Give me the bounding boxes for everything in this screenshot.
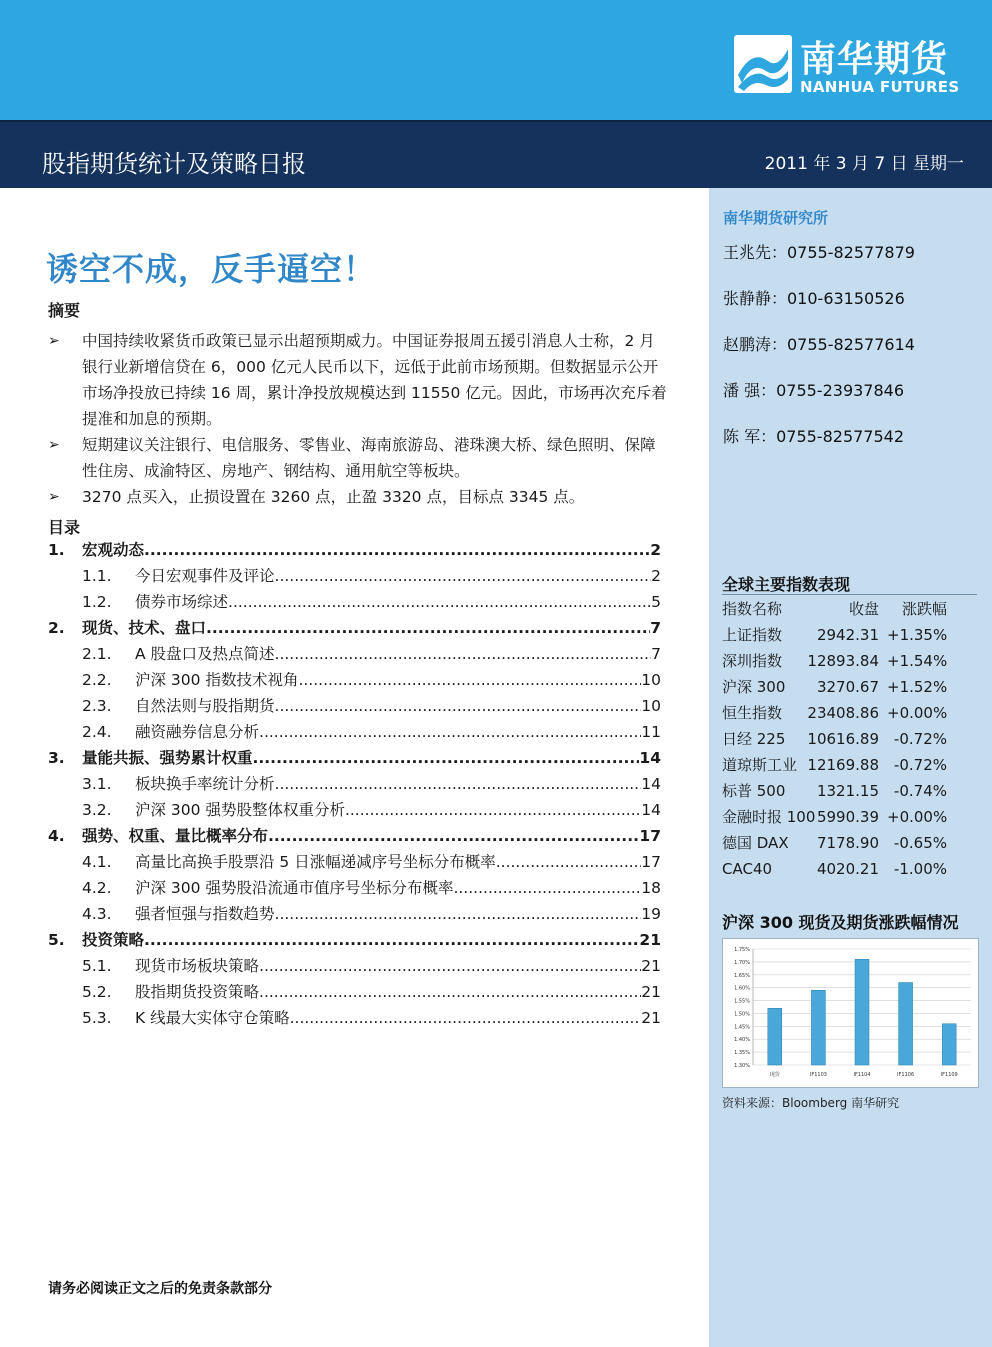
indices-row: [722, 677, 977, 703]
top-banner: [0, 0, 992, 120]
chart-ytick-label: 1.35%: [734, 1050, 750, 1057]
toc-number: 2.1.: [82, 645, 112, 663]
chart-category-label: IF1109: [940, 1072, 958, 1078]
toc-page: 5: [651, 593, 661, 611]
toc-page: 21: [641, 983, 661, 1001]
toc-entry[interactable]: [48, 642, 661, 668]
toc-leader: [275, 902, 642, 926]
index-name: 标普 500: [722, 782, 786, 800]
toc-title: 投资策略: [82, 931, 145, 949]
toc-title: 融资融券信息分析: [135, 723, 260, 741]
toc-page: 7: [650, 619, 661, 637]
toc-leader: [206, 616, 650, 640]
chart-ytick-label: 1.65%: [734, 972, 750, 979]
toc-title: 宏观动态: [82, 541, 145, 559]
table-of-contents: [48, 538, 661, 1032]
contact-item: 陈 军：0755-82577542: [723, 427, 905, 446]
nanhua-logo: [734, 35, 974, 105]
toc-line: [135, 850, 661, 874]
toc-entry[interactable]: [48, 772, 661, 798]
toc-number: 5.1.: [82, 957, 112, 975]
abstract-bullet-text: 3270 点买入，止损设置在 3260 点，止盈 3320 点，目标点 3345 点。: [82, 488, 585, 506]
arrow-bullet-icon: ➢: [48, 489, 60, 505]
index-close: 4020.21: [816, 860, 879, 878]
toc-page: 11: [641, 723, 661, 741]
toc-title: K 线最大实体守仓策略: [135, 1009, 290, 1027]
bar-chart: [722, 938, 979, 1088]
indices-header-close: 收盘: [848, 600, 879, 618]
toc-entry[interactable]: [48, 980, 661, 1006]
chart-title: 沪深 300 现货及期货涨跌幅情况: [722, 913, 959, 932]
toc-line: [135, 590, 661, 614]
chart-ytick-label: 1.30%: [734, 1063, 750, 1069]
toc-line: [82, 538, 661, 562]
index-name: 深圳指数: [722, 652, 783, 670]
index-change: +0.00%: [887, 704, 948, 722]
toc-title: 板块换手率统计分析: [135, 775, 275, 793]
toc-line: [135, 642, 661, 666]
index-change: -0.74%: [893, 782, 947, 800]
toc-number: 3.1.: [82, 775, 112, 793]
contact-list: [723, 243, 915, 473]
index-close: 3270.67: [816, 678, 879, 696]
toc-entry[interactable]: [48, 1006, 661, 1032]
toc-number: 2.4.: [82, 723, 112, 741]
toc-leader: [453, 876, 641, 900]
toc-title: 现货市场板块策略: [135, 957, 260, 975]
toc-line: [135, 720, 661, 744]
sidebar: [709, 188, 992, 1347]
indices-row: [722, 807, 977, 833]
toc-leader: [275, 694, 642, 718]
toc-line: [135, 668, 661, 692]
indices-title: 全球主要指数表现: [722, 575, 851, 594]
index-close: 2942.31: [816, 626, 879, 644]
toc-leader: [345, 798, 641, 822]
toc-leader: [275, 642, 652, 666]
toc-page: 21: [641, 1009, 661, 1027]
toc-entry[interactable]: [48, 668, 661, 694]
toc-leader: [298, 668, 641, 692]
index-close: 7178.90: [816, 834, 879, 852]
indices-row: [722, 703, 977, 729]
indices-table: [722, 599, 977, 885]
toc-entry[interactable]: [48, 590, 661, 616]
toc-number: 5.3.: [82, 1009, 112, 1027]
contact-item: 王兆先：0755-82577879: [723, 243, 915, 262]
chart-bar: [942, 1024, 956, 1065]
toc-page: 17: [641, 853, 661, 871]
indices-row: [722, 859, 977, 885]
toc-title: 强者恒强与指数趋势: [135, 905, 275, 923]
indices-header-change: 涨跌幅: [901, 600, 947, 618]
bar-chart-svg: [723, 939, 978, 1087]
indices-header-name: 指数名称: [722, 600, 783, 618]
index-close: 5990.39: [816, 808, 879, 826]
chart-category-label: IF1103: [809, 1072, 827, 1078]
toc-line: [135, 876, 661, 900]
index-name: 上证指数: [722, 626, 783, 644]
toc-page: 17: [639, 827, 661, 845]
toc-entry[interactable]: [48, 876, 661, 902]
toc-entry[interactable]: [48, 850, 661, 876]
toc-line: [82, 616, 661, 640]
toc-title: 量能共振、强势累计权重: [82, 749, 253, 767]
toc-entry[interactable]: [48, 616, 661, 642]
index-name: 沪深 300: [722, 678, 786, 696]
index-name: CAC40: [722, 860, 773, 878]
toc-line: [135, 798, 661, 822]
indices-header-row: [722, 599, 977, 625]
toc-title: 强势、权重、量比概率分布: [82, 827, 269, 845]
toc-number: 3.2.: [82, 801, 112, 819]
headline: 诱空不成，反手逼空！: [46, 250, 377, 288]
index-change: -0.72%: [893, 756, 947, 774]
toc-page: 2: [650, 541, 661, 559]
indices-row: [722, 651, 977, 677]
toc-title: 沪深 300 强势股整体权重分析: [135, 801, 345, 819]
toc-leader: [144, 538, 650, 562]
toc-line: [135, 954, 661, 978]
toc-title: A 股盘口及热点简述: [135, 645, 275, 663]
toc-entry[interactable]: [48, 798, 661, 824]
index-change: -0.72%: [893, 730, 947, 748]
toc-entry[interactable]: [48, 902, 661, 928]
chart-bar: [811, 990, 825, 1065]
toc-leader: [228, 590, 651, 614]
toc-page: 21: [639, 931, 661, 949]
report-date: 2011 年 3 月 7 日 星期一: [764, 154, 964, 174]
toc-number: 4.1.: [82, 853, 112, 871]
index-name: 道琼斯工业: [722, 756, 798, 774]
toc-label: 目录: [48, 518, 81, 537]
toc-entry[interactable]: [48, 746, 661, 772]
toc-leader: [268, 824, 639, 848]
toc-number: 1.1.: [82, 567, 112, 585]
chart-ytick-label: 1.55%: [734, 998, 750, 1005]
toc-page: 10: [641, 671, 661, 689]
index-name: 日经 225: [722, 730, 786, 748]
indices-rule: [722, 594, 977, 595]
toc-entry[interactable]: [48, 694, 661, 720]
index-close: 12169.88: [807, 756, 879, 774]
logo-english-name: NANHUA FUTURES: [800, 78, 960, 96]
toc-line: [135, 1006, 661, 1030]
toc-entry[interactable]: [48, 538, 661, 564]
toc-title: 沪深 300 强势股沿流通市值序号坐标分布概率: [135, 879, 454, 897]
toc-title: 今日宏观事件及评论: [135, 567, 275, 585]
toc-page: 7: [651, 645, 661, 663]
index-change: -1.00%: [893, 860, 947, 878]
index-change: -0.65%: [893, 834, 947, 852]
indices-row: [722, 755, 977, 781]
toc-page: 10: [641, 697, 661, 715]
toc-leader: [275, 772, 642, 796]
contact-item: 张静静：010-63150526: [723, 289, 905, 308]
toc-line: [135, 902, 661, 926]
toc-page: 18: [641, 879, 661, 897]
toc-number: 1.: [48, 541, 65, 559]
chart-ytick-label: 1.50%: [734, 1011, 750, 1018]
index-change: +1.52%: [887, 678, 948, 696]
toc-number: 2.: [48, 619, 65, 637]
index-close: 23408.86: [807, 704, 879, 722]
toc-leader: [496, 850, 642, 874]
index-name: 金融时报 100: [722, 808, 816, 826]
report-title: 股指期货统计及策略日报: [42, 150, 306, 178]
toc-number: 3.: [48, 749, 65, 767]
index-name: 德国 DAX: [722, 834, 789, 852]
toc-leader: [144, 928, 639, 952]
chart-category-label: 现货: [769, 1072, 780, 1078]
toc-page: 19: [641, 905, 661, 923]
toc-number: 5.2.: [82, 983, 112, 1001]
toc-line: [82, 928, 661, 952]
toc-title: 高量比高换手股票沿 5 日涨幅递减序号坐标分布概率: [135, 853, 496, 871]
chart-category-label: IF1106: [897, 1072, 915, 1078]
arrow-bullet-icon: ➢: [48, 437, 60, 453]
toc-number: 4.2.: [82, 879, 112, 897]
logo-mark-icon: [734, 35, 792, 93]
chart-category-label: IF1104: [853, 1072, 871, 1078]
toc-entry[interactable]: [48, 564, 661, 590]
index-close: 12893.84: [807, 652, 879, 670]
toc-entry[interactable]: [48, 928, 661, 954]
toc-title: 债券市场综述: [135, 593, 229, 611]
chart-bar: [899, 983, 913, 1065]
toc-title: 沪深 300 指数技术视角: [135, 671, 299, 689]
toc-number: 5.: [48, 931, 65, 949]
toc-entry[interactable]: [48, 954, 661, 980]
toc-line: [135, 564, 661, 588]
toc-line: [135, 694, 661, 718]
toc-title: 自然法则与股指期货: [135, 697, 275, 715]
toc-page: 14: [641, 801, 661, 819]
chart-ytick-label: 1.75%: [734, 947, 750, 953]
toc-number: 2.3.: [82, 697, 112, 715]
chart-ytick-label: 1.60%: [734, 985, 750, 992]
logo-chinese-name: 南华期货: [800, 39, 949, 80]
chart-ytick-label: 1.45%: [734, 1024, 750, 1031]
toc-page: 21: [641, 957, 661, 975]
index-change: +1.54%: [887, 652, 948, 670]
toc-line: [135, 772, 661, 796]
chart-ytick-label: 1.70%: [734, 959, 750, 966]
contact-item: 赵鹏涛：0755-82577614: [723, 335, 915, 354]
toc-number: 4.3.: [82, 905, 112, 923]
abstract-bullet-text: 中国持续收紧货币政策已显示出超预期威力。中国证券报周五援引消息人士称，2 月银行业新增信贷在 6，000 亿元人民币以下，远低于此前市场预期。但数据显示公开市场净投放已持续 16 周，累计净投放规模达到 11550 亿元。因此，市场再次充斥着提准和加息的预期。: [82, 332, 667, 428]
toc-leader: [259, 720, 641, 744]
toc-leader: [290, 1006, 642, 1030]
toc-leader: [259, 980, 641, 1004]
toc-line: [82, 746, 661, 770]
index-name: 恒生指数: [722, 704, 783, 722]
chart-bar: [768, 1008, 782, 1065]
abstract-bullets: [48, 328, 670, 510]
toc-leader: [253, 746, 640, 770]
institute-name: 南华期货研究所: [723, 209, 829, 227]
toc-number: 4.: [48, 827, 65, 845]
contact-item: 潘 强：0755-23937846: [723, 381, 905, 400]
toc-title: 现货、技术、盘口: [82, 619, 207, 637]
chart-bar: [855, 959, 869, 1065]
index-change: +1.35%: [887, 626, 948, 644]
title-band: [0, 120, 992, 188]
toc-number: 2.2.: [82, 671, 112, 689]
toc-number: 1.2.: [82, 593, 112, 611]
toc-entry[interactable]: [48, 720, 661, 746]
indices-row: [722, 781, 977, 807]
toc-entry[interactable]: [48, 824, 661, 850]
indices-row: [722, 833, 977, 859]
toc-page: 14: [639, 749, 661, 767]
chart-source: 资料来源：Bloomberg 南华研究: [722, 1096, 900, 1110]
index-change: +0.00%: [887, 808, 948, 826]
abstract-bullet: [48, 328, 670, 432]
index-close: 10616.89: [807, 730, 879, 748]
toc-title: 股指期货投资策略: [135, 983, 260, 1001]
toc-page: 14: [641, 775, 661, 793]
index-close: 1321.15: [816, 782, 879, 800]
toc-line: [135, 980, 661, 1004]
arrow-bullet-icon: ➢: [48, 333, 60, 349]
abstract-label: 摘要: [48, 301, 81, 320]
disclaimer: 请务必阅读正文之后的免责条款部分: [48, 1281, 272, 1297]
indices-row: [722, 625, 977, 651]
chart-ytick-label: 1.40%: [734, 1037, 750, 1044]
toc-leader: [259, 954, 641, 978]
abstract-bullet: [48, 432, 670, 484]
toc-leader: [275, 564, 652, 588]
abstract-bullet: [48, 484, 670, 510]
toc-line: [82, 824, 661, 848]
toc-page: 2: [651, 567, 661, 585]
abstract-bullet-text: 短期建议关注银行、电信服务、零售业、海南旅游岛、港珠澳大桥、绿色照明、保障性住房、成渝特区、房地产、钢结构、通用航空等板块。: [82, 436, 656, 480]
indices-row: [722, 729, 977, 755]
